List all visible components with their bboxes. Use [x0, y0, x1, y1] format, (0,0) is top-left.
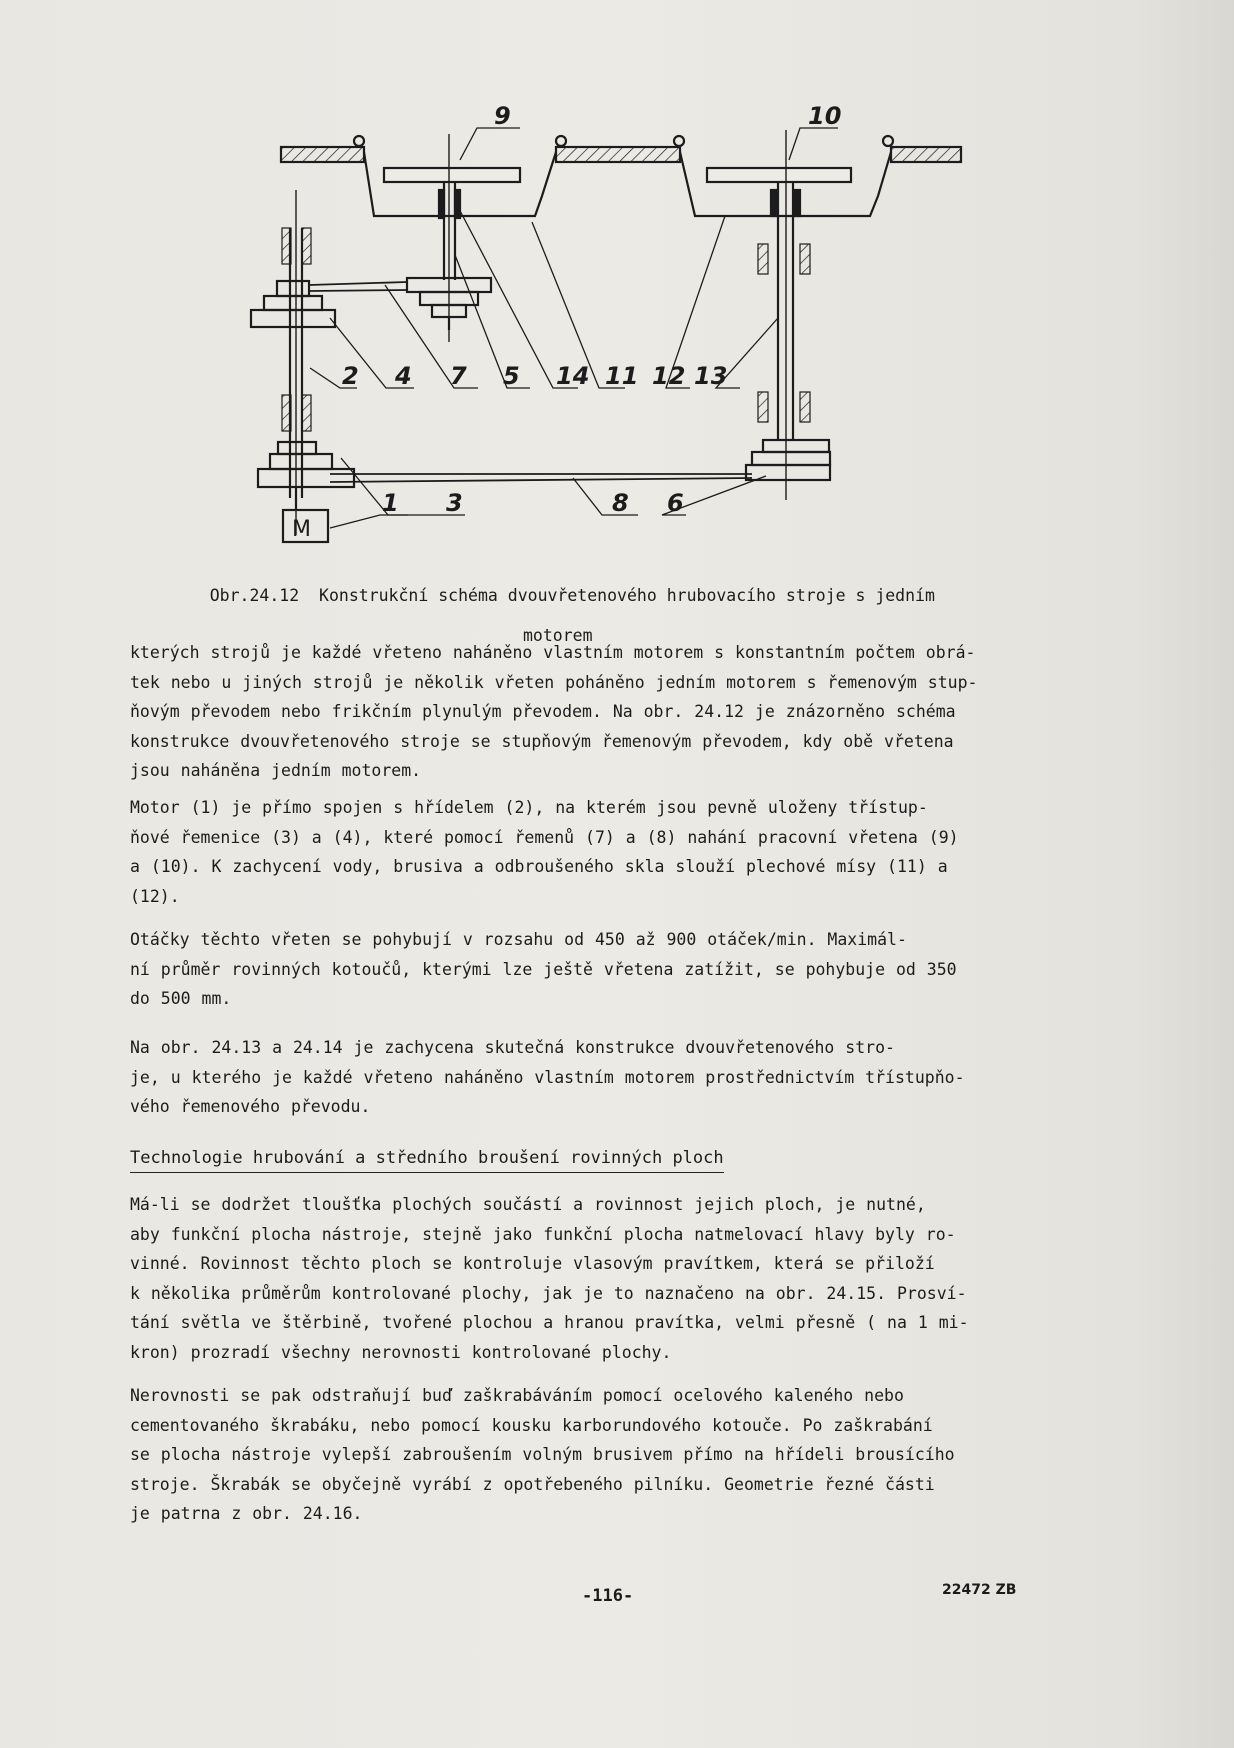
paragraph: Na obr. 24.13 a 24.14 je zachycena skutečná konstrukce dvouvřetenového stro- je, u kterého je každé vřeteno naháněno vlastním motorem prostřednictvím třístupňo- vého řemenového převodu. [130, 1038, 965, 1116]
label-9: 9 [494, 102, 511, 130]
shaft-2 [251, 190, 354, 535]
label-8: 8 [612, 489, 629, 517]
label-4: 4 [395, 362, 412, 390]
page-number: -116- [582, 1586, 634, 1606]
label-11: 11 [605, 362, 639, 390]
svg-text:M: M [292, 517, 311, 542]
spindle-9 [407, 134, 491, 342]
machine-table [281, 136, 961, 162]
paragraph: kterých strojů je každé vřeteno naháněno vlastním motorem s konstantním počtem obrá- tek nebo u jiných strojů je několik vřeten poháněno jedním motorem s řemenovým stup- ňovým převodem nebo frikčním plynulým převodem. Na obr. 24.12 je znázorněno schéma konstrukce dvouvřetenového stroje se stupňovým řemenovým převodem, kdy obě vřetena jsou naháněna jedním motorem. [130, 643, 978, 780]
paragraph: Má-li se dodržet tloušťka plochých součástí a rovinnost jejich ploch, je nutné, aby funkční plocha nástroje, stejně jako funkční plocha natmelovací hlavy byly ro- vinné. Rovinnost těchto ploch se kontroluje vlasovým pravítkem, která se přiloží k několika průměrům kontrolované plochy, jak je to naznačeno na obr. 24.15. Prosví- tání světla ve štěrbině, tvořené plochou a hranou pravítka, velmi přesně ( na 1 mi- kron) prozradí všechny nerovnosti kontrolované plochy. [130, 1195, 969, 1362]
label-14: 14 [556, 362, 590, 390]
paragraph: Motor (1) je přímo spojen s hřídelem (2), na kterém jsou pevně uloženy třístup- ňové řemenice (3) a (4), které pomocí řemenů (7) a (8) nahání pracovní vřetena (9) a (10). K zachycení vody, brusiva a odbroušeného skla slouží plechové mísy (11) a (12). [130, 798, 959, 906]
section-heading: Technologie hrubování a středního broušení rovinných ploch [130, 1146, 724, 1173]
belt-8 [330, 474, 752, 482]
belt-7 [309, 282, 407, 291]
machine-schematic [0, 0, 1234, 560]
disc-10 [707, 168, 851, 182]
figure-labels [342, 102, 841, 517]
caption-line-1: Obr.24.12 Konstrukční schéma dvouvřetenového hrubovacího stroje s jedním [209, 586, 935, 605]
label-13: 13 [694, 362, 728, 390]
label-6: 6 [667, 489, 684, 517]
print-code: 22472 ZB [942, 1582, 1017, 1598]
disc-9 [384, 168, 520, 182]
label-2: 2 [342, 362, 359, 390]
label-10: 10 [808, 102, 842, 130]
label-1: 1 [382, 489, 399, 517]
label-5: 5 [503, 362, 520, 390]
caption-line-2: motorem [523, 626, 593, 645]
paragraph: Otáčky těchto vřeten se pohybují v rozsahu od 450 až 900 otáček/min. Maximál- ní průměr rovinných kotoučů, kterými lze ještě vřetena zatížit, se pohybuje od 350 do 500 mm. [130, 930, 957, 1008]
motor-1 [283, 510, 328, 542]
label-7: 7 [450, 362, 467, 390]
label-12: 12 [652, 362, 686, 390]
paragraph: Nerovnosti se pak odstraňují buď zaškrabáváním pomocí ocelového kaleného nebo cementovaného škrabáku, nebo pomocí kousku karborundového kotouče. Po zaškrabání se plocha nástroje vylepší zabroušením volným brusivem přímo na hřídeli brousícího stroje. Škrabák se obyčejně vyrábí z opotřebeného pilníku. Geometrie řezné části je patrna z obr. 24.16. [130, 1386, 955, 1523]
leader-lines [310, 128, 838, 528]
spindle-10 [746, 130, 830, 500]
label-3: 3 [446, 489, 463, 517]
